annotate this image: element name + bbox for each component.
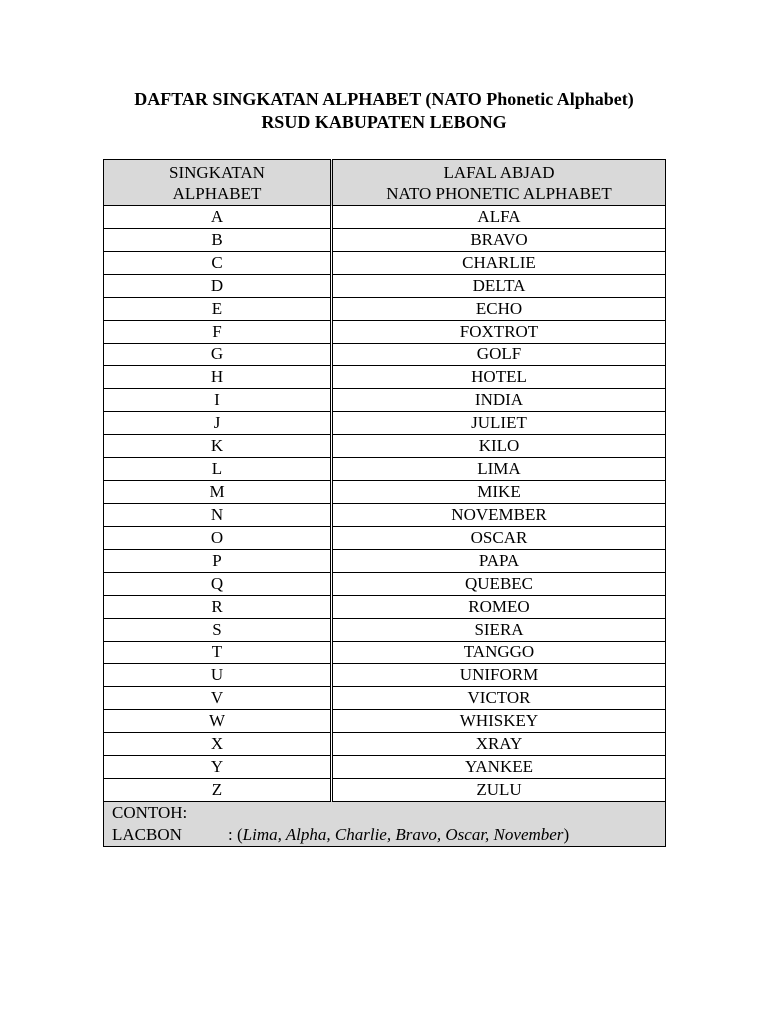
table-row xyxy=(104,206,666,229)
table-row xyxy=(104,412,666,435)
phonetic-word-cell: INDIA xyxy=(332,389,666,412)
table-row xyxy=(104,572,666,595)
table-row xyxy=(104,779,666,802)
header-singkatan-line2: ALPHABET xyxy=(172,183,262,203)
table-row xyxy=(104,366,666,389)
phonetic-word-cell: ZULU xyxy=(332,779,666,802)
letter-cell: K xyxy=(104,435,332,458)
phonetic-word-cell: CHARLIE xyxy=(332,251,666,274)
example-close: ) xyxy=(563,824,570,844)
phonetic-word-cell: HOTEL xyxy=(332,366,666,389)
table-row xyxy=(104,526,666,549)
phonetic-word-cell: VICTOR xyxy=(332,687,666,710)
letter-cell: N xyxy=(104,503,332,526)
phonetic-word-cell: BRAVO xyxy=(332,228,666,251)
phonetic-word-cell: QUEBEC xyxy=(332,572,666,595)
letter-cell: V xyxy=(104,687,332,710)
letter-cell: Y xyxy=(104,756,332,779)
letter-cell: O xyxy=(104,526,332,549)
letter-cell: B xyxy=(104,228,332,251)
phonetic-word-cell: DELTA xyxy=(332,274,666,297)
letter-cell: P xyxy=(104,549,332,572)
table-row xyxy=(104,389,666,412)
header-singkatan xyxy=(104,160,332,206)
phonetic-word-cell: NOVEMBER xyxy=(332,503,666,526)
header-singkatan-line1: SINGKATAN xyxy=(169,162,265,182)
letter-cell: Z xyxy=(104,779,332,802)
letter-cell: X xyxy=(104,733,332,756)
letter-cell: H xyxy=(104,366,332,389)
example-label: CONTOH: xyxy=(112,802,188,822)
example-line xyxy=(112,824,665,846)
example-row xyxy=(104,801,666,846)
table-row xyxy=(104,641,666,664)
table-row xyxy=(104,274,666,297)
table-row xyxy=(104,435,666,458)
letter-cell: A xyxy=(104,206,332,229)
table-row xyxy=(104,343,666,366)
document-subtitle: RSUD KABUPATEN LEBONG xyxy=(261,112,507,132)
alphabet-table xyxy=(103,159,666,847)
table-row xyxy=(104,733,666,756)
letter-cell: F xyxy=(104,320,332,343)
header-lafal-line1: LAFAL ABJAD xyxy=(443,162,555,182)
table-row xyxy=(104,458,666,481)
letter-cell: J xyxy=(104,412,332,435)
header-lafal-line2: NATO PHONETIC ALPHABET xyxy=(386,183,612,203)
phonetic-word-cell: SIERA xyxy=(332,618,666,641)
document-title: DAFTAR SINGKATAN ALPHABET (NATO Phonetic Alphabet) xyxy=(134,89,634,109)
phonetic-word-cell: FOXTROT xyxy=(332,320,666,343)
table-row xyxy=(104,481,666,504)
table-row xyxy=(104,320,666,343)
phonetic-word-cell: ROMEO xyxy=(332,595,666,618)
phonetic-word-cell: WHISKEY xyxy=(332,710,666,733)
letter-cell: I xyxy=(104,389,332,412)
phonetic-word-cell: PAPA xyxy=(332,549,666,572)
phonetic-word-cell: OSCAR xyxy=(332,526,666,549)
table-row xyxy=(104,503,666,526)
letter-cell: S xyxy=(104,618,332,641)
table-row xyxy=(104,251,666,274)
table-row xyxy=(104,710,666,733)
letter-cell: D xyxy=(104,274,332,297)
letter-cell: G xyxy=(104,343,332,366)
table-row xyxy=(104,756,666,779)
letter-cell: T xyxy=(104,641,332,664)
table-row xyxy=(104,595,666,618)
table-row xyxy=(104,687,666,710)
example-name: LACBON xyxy=(112,824,182,844)
table-body xyxy=(104,206,666,802)
letter-cell: C xyxy=(104,251,332,274)
phonetic-word-cell: ALFA xyxy=(332,206,666,229)
phonetic-word-cell: KILO xyxy=(332,435,666,458)
table-row xyxy=(104,664,666,687)
table-row xyxy=(104,618,666,641)
phonetic-word-cell: UNIFORM xyxy=(332,664,666,687)
letter-cell: R xyxy=(104,595,332,618)
letter-cell: Q xyxy=(104,572,332,595)
table-header-row xyxy=(104,160,666,206)
phonetic-word-cell: YANKEE xyxy=(332,756,666,779)
letter-cell: E xyxy=(104,297,332,320)
table-row xyxy=(104,297,666,320)
letter-cell: L xyxy=(104,458,332,481)
phonetic-word-cell: XRAY xyxy=(332,733,666,756)
table-row xyxy=(104,228,666,251)
phonetic-word-cell: MIKE xyxy=(332,481,666,504)
letter-cell: U xyxy=(104,664,332,687)
letter-cell: M xyxy=(104,481,332,504)
header-lafal xyxy=(332,160,666,206)
phonetic-word-cell: ECHO xyxy=(332,297,666,320)
example-colon: : ( xyxy=(228,824,243,844)
letter-cell: W xyxy=(104,710,332,733)
table-row xyxy=(104,549,666,572)
phonetic-word-cell: TANGGO xyxy=(332,641,666,664)
example-words: Lima, Alpha, Charlie, Bravo, Oscar, November xyxy=(242,824,564,844)
phonetic-word-cell: JULIET xyxy=(332,412,666,435)
example-cell xyxy=(104,801,666,846)
phonetic-word-cell: LIMA xyxy=(332,458,666,481)
phonetic-word-cell: GOLF xyxy=(332,343,666,366)
